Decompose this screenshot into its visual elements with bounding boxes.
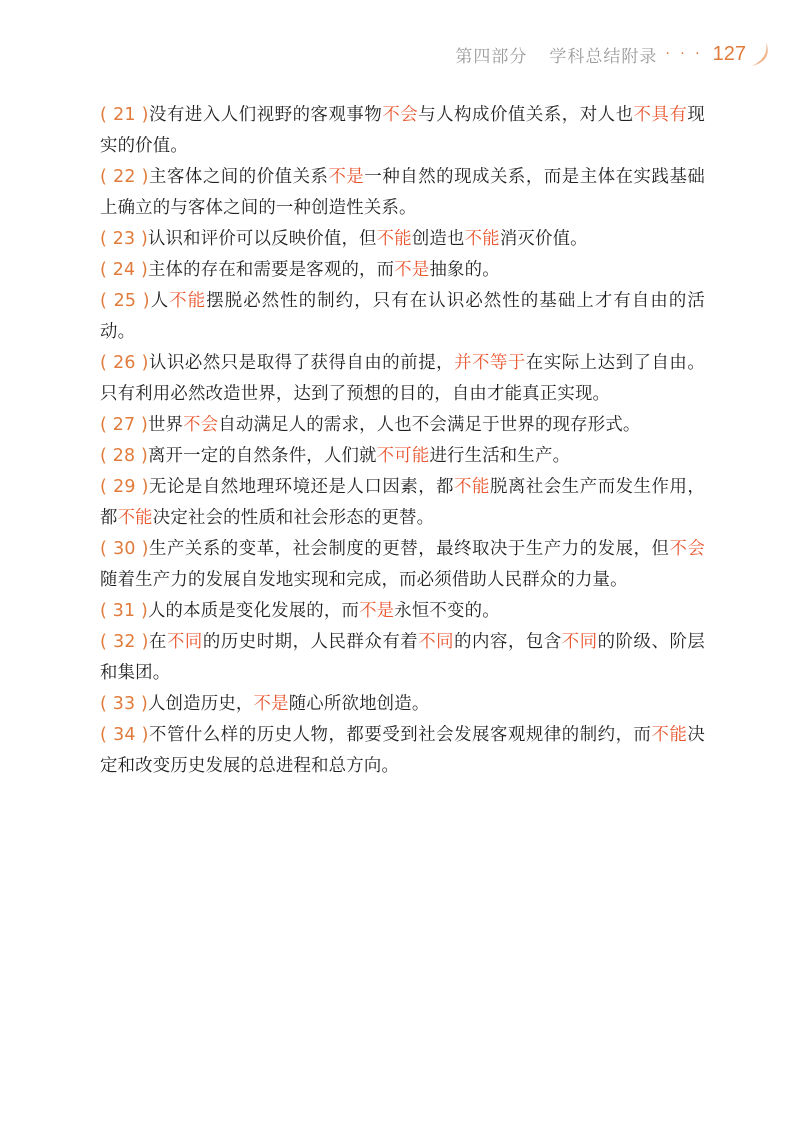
item-text: 认识和评价可以反映价值，但 xyxy=(147,229,377,249)
item-number: ( 34 ) xyxy=(100,725,149,745)
item-number: ( 32 ) xyxy=(100,632,149,652)
list-item xyxy=(100,441,705,472)
header-dots: · · · xyxy=(665,46,703,62)
item-text: 无论是自然地理环境还是人口因素，都 xyxy=(148,477,455,497)
list-item xyxy=(100,255,705,286)
item-text: 摆脱必然性的制约，只有在认识必然性的基础上才有自由的活动。 xyxy=(100,291,705,342)
item-number: ( 31 ) xyxy=(100,601,148,621)
item-text: 人的本质是变化发展的，而 xyxy=(147,601,360,621)
item-text: 人创造历史， xyxy=(147,694,254,714)
list-item xyxy=(100,720,705,782)
decorative-swoosh-icon xyxy=(748,40,770,68)
item-number: ( 25 ) xyxy=(100,291,150,311)
item-text: 认识必然只是取得了获得自由的前提， xyxy=(148,353,455,373)
item-text: 在 xyxy=(148,632,167,652)
list-item xyxy=(100,348,705,410)
summary-list xyxy=(100,100,705,782)
item-number: ( 28 ) xyxy=(100,446,148,466)
item-text: 离开一定的自然条件，人们就 xyxy=(147,446,377,466)
list-item xyxy=(100,162,705,224)
item-text: 与人构成价值关系，对人也 xyxy=(418,105,634,125)
header-section: 第四部分 xyxy=(455,46,528,67)
list-item xyxy=(100,596,705,627)
highlighted-text: 不是 xyxy=(253,694,289,714)
item-text: 主客体之间的价值关系 xyxy=(148,167,329,187)
item-text: 主体的存在和需要是客观的，而 xyxy=(147,260,395,280)
highlighted-text: 不可能 xyxy=(376,446,430,466)
highlighted-text: 不是 xyxy=(394,260,430,280)
item-text: 现实的价值。 xyxy=(100,105,705,156)
item-text: 进行生活和生产。 xyxy=(429,446,571,466)
list-item xyxy=(100,627,705,689)
item-text: 脱离社会生产而发生作用，都 xyxy=(100,477,706,528)
item-text: 抽象的。 xyxy=(429,260,500,280)
item-number: ( 23 ) xyxy=(100,229,148,249)
highlighted-text: 不是 xyxy=(359,601,395,621)
highlighted-text: 不同 xyxy=(166,632,203,652)
running-header xyxy=(455,38,770,70)
highlighted-text: 不能 xyxy=(376,229,412,249)
list-item xyxy=(100,689,705,720)
item-text: 永恒不变的。 xyxy=(394,601,500,621)
item-number: ( 27 ) xyxy=(100,415,148,435)
highlighted-text: 不能 xyxy=(651,725,688,745)
item-number: ( 33 ) xyxy=(100,694,148,714)
item-text: 决定社会的性质和社会形态的更替。 xyxy=(152,508,435,528)
highlighted-text: 不是 xyxy=(328,167,365,187)
item-text: 一种自然的现成关系，而是主体在实践基础上确立的与客体之间的一种创造性关系。 xyxy=(100,167,705,218)
item-text: 在实际上达到了自由。只有利用必然改造世界，达到了预想的目的，自由才能真正实现。 xyxy=(100,353,705,404)
item-number: ( 29 ) xyxy=(100,477,149,497)
item-text: 的内容，包含 xyxy=(454,632,562,652)
item-text: 人 xyxy=(149,291,170,311)
item-text: 自动满足人的需求，人也不会满足于世界的现存形式。 xyxy=(218,415,641,435)
list-item xyxy=(100,100,705,162)
item-text: 决定和改变历史发展的总进程和总方向。 xyxy=(100,725,705,776)
item-text: 随着生产力的发展自发地实现和完成，而必须借助人民群众的力量。 xyxy=(100,570,628,590)
item-text: 生产关系的变革，社会制度的更替，最终取决于生产力的发展，但 xyxy=(148,539,670,559)
highlighted-text: 不能 xyxy=(117,508,153,528)
page-number: 127 xyxy=(712,42,746,65)
highlighted-text: 不同 xyxy=(418,632,455,652)
item-text: 的阶级、阶层和集团。 xyxy=(100,632,705,683)
list-item xyxy=(100,286,705,348)
item-number: ( 30 ) xyxy=(100,539,149,559)
item-number: ( 21 ) xyxy=(100,105,149,125)
highlighted-text: 并不等于 xyxy=(454,353,526,373)
item-text: 随心所欲地创造。 xyxy=(288,694,430,714)
highlighted-text: 不能 xyxy=(464,229,500,249)
highlighted-text: 不具有 xyxy=(633,105,688,125)
list-item xyxy=(100,410,705,441)
list-item xyxy=(100,224,705,255)
item-number: ( 24 ) xyxy=(100,260,148,280)
highlighted-text: 不能 xyxy=(454,477,491,497)
item-text: 的历史时期，人民群众有着 xyxy=(202,632,419,652)
item-text: 创造也 xyxy=(411,229,465,249)
item-text: 消灭价值。 xyxy=(499,229,588,249)
highlighted-text: 不会 xyxy=(669,539,705,559)
highlighted-text: 不会 xyxy=(183,415,219,435)
header-title: 学科总结附录 xyxy=(549,46,658,67)
list-item xyxy=(100,472,705,534)
highlighted-text: 不能 xyxy=(169,291,207,311)
item-number: ( 22 ) xyxy=(100,167,149,187)
highlighted-text: 不会 xyxy=(382,105,419,125)
item-text: 没有进入人们视野的客观事物 xyxy=(148,105,383,125)
item-text: 不管什么样的历史人物，都要受到社会发展客观规律的制约，而 xyxy=(148,725,652,745)
highlighted-text: 不同 xyxy=(561,632,598,652)
item-number: ( 26 ) xyxy=(100,353,149,373)
list-item xyxy=(100,534,705,596)
item-text: 世界 xyxy=(147,415,184,435)
